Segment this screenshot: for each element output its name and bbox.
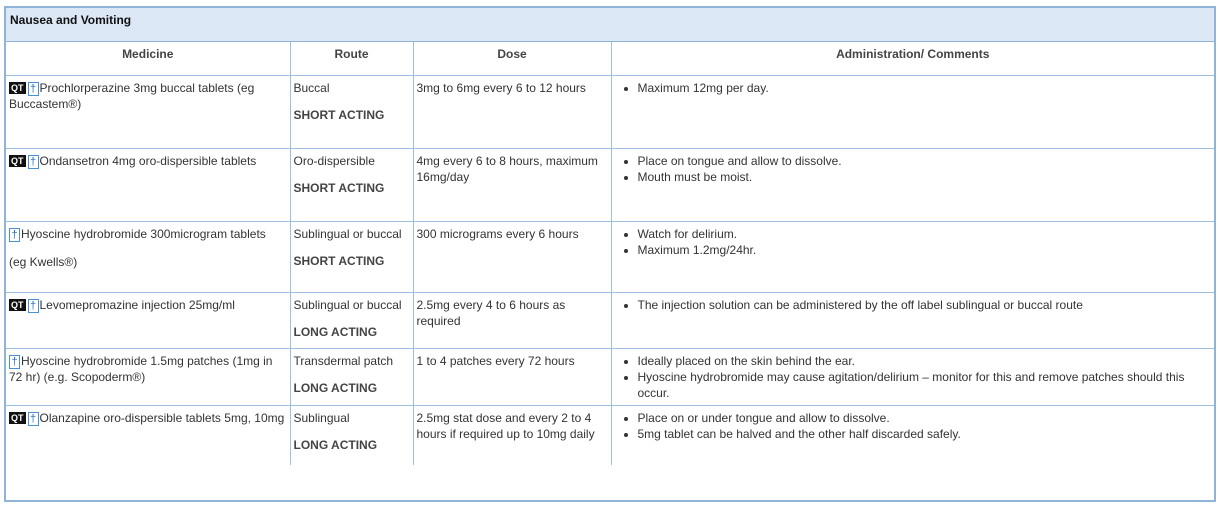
comment-item: • Place on or under tongue and allow to dissolve. bbox=[638, 410, 1212, 426]
acting-label: SHORT ACTING bbox=[293, 108, 385, 122]
acting-label: LONG ACTING bbox=[293, 438, 378, 452]
medicine-cell bbox=[6, 149, 290, 222]
medicine-example: (eg Kwells®) bbox=[9, 255, 78, 269]
qt-warning-badge: QT bbox=[11, 413, 24, 423]
medicine-cell bbox=[6, 406, 290, 465]
comments-cell bbox=[611, 76, 1214, 149]
route-text: Oro-dispersible bbox=[293, 154, 375, 168]
dagger-icon: † bbox=[28, 412, 39, 426]
medicines-table bbox=[6, 42, 1214, 465]
acting-label: SHORT ACTING bbox=[293, 254, 385, 268]
route-text: Sublingual bbox=[293, 411, 350, 425]
comment-item: • Maximum 1.2mg/24hr. bbox=[638, 242, 1212, 258]
route-text: Sublingual or buccal bbox=[293, 227, 402, 241]
route-cell bbox=[290, 349, 413, 406]
route-cell bbox=[290, 76, 413, 149]
medicine-name: Levomepromazine injection 25mg/ml bbox=[39, 298, 235, 312]
comment-item: • Ideally placed on the skin behind the ear. bbox=[638, 353, 1212, 369]
comments-cell bbox=[611, 349, 1214, 406]
route-text: Transdermal patch bbox=[293, 354, 394, 368]
dose-cell: 2.5mg every 4 to 6 hours as required bbox=[413, 293, 611, 349]
qt-warning-badge: QT bbox=[11, 300, 24, 310]
comment-item: • Hyoscine hydrobromide may cause agitation/delirium – monitor for this and remove patches should this occur. bbox=[638, 369, 1212, 401]
medicine-name: Hyoscine hydrobromide 1.5mg patches (1mg in 72 hr) (e.g. Scopoderm®) bbox=[9, 354, 273, 384]
column-header-medicine: Medicine bbox=[6, 42, 290, 76]
route-cell bbox=[290, 222, 413, 293]
dose-cell: 1 to 4 patches every 72 hours bbox=[413, 349, 611, 406]
dose-cell: 4mg every 6 to 8 hours, maximum 16mg/day bbox=[413, 149, 611, 222]
acting-label: LONG ACTING bbox=[293, 325, 378, 339]
route-cell bbox=[290, 406, 413, 465]
table-header-row bbox=[6, 42, 1214, 76]
table-row bbox=[6, 149, 1214, 222]
column-header-dose: Dose bbox=[413, 42, 611, 76]
medicine-name: Hyoscine hydrobromide 300microgram tablets bbox=[21, 227, 266, 241]
comment-item: • Place on tongue and allow to dissolve. bbox=[638, 153, 1212, 169]
route-text: Sublingual or buccal bbox=[293, 298, 402, 312]
route-cell bbox=[290, 293, 413, 349]
comments-cell bbox=[611, 222, 1214, 293]
medicine-cell bbox=[6, 349, 290, 406]
comments-cell bbox=[611, 406, 1214, 465]
medicine-cell bbox=[6, 293, 290, 349]
medicine-name: Prochlorperazine 3mg buccal tablets (eg Buccastem®) bbox=[9, 81, 255, 111]
route-cell bbox=[290, 149, 413, 222]
nausea-vomiting-panel bbox=[4, 6, 1216, 502]
comment-item: • Mouth must be moist. bbox=[638, 169, 1212, 185]
medicine-name: Ondansetron 4mg oro-dispersible tablets bbox=[39, 154, 257, 168]
comment-item: • Watch for delirium. bbox=[638, 226, 1212, 242]
qt-warning-badge: QT bbox=[11, 156, 24, 166]
dose-cell: 3mg to 6mg every 6 to 12 hours bbox=[413, 76, 611, 149]
dagger-icon: † bbox=[28, 299, 39, 313]
table-row bbox=[6, 406, 1214, 465]
table-row bbox=[6, 293, 1214, 349]
comment-item: • The injection solution can be administered by the off label sublingual or buccal route bbox=[638, 297, 1212, 313]
dose-cell: 300 micrograms every 6 hours bbox=[413, 222, 611, 293]
dagger-icon: † bbox=[28, 155, 39, 169]
section-title: Nausea and Vomiting bbox=[6, 8, 1214, 42]
qt-warning-badge: QT bbox=[11, 83, 24, 93]
route-text: Buccal bbox=[293, 81, 330, 95]
medicine-cell bbox=[6, 76, 290, 149]
medicine-name: Olanzapine oro-dispersible tablets 5mg, 10mg bbox=[39, 411, 285, 425]
acting-label: SHORT ACTING bbox=[293, 181, 385, 195]
table-row bbox=[6, 349, 1214, 406]
comments-cell bbox=[611, 149, 1214, 222]
dagger-icon: † bbox=[28, 82, 39, 96]
comment-item: • Maximum 12mg per day. bbox=[638, 80, 1212, 96]
column-header-comments: Administration/ Comments bbox=[611, 42, 1214, 76]
table-row bbox=[6, 76, 1214, 149]
dagger-icon: † bbox=[9, 355, 20, 369]
table-row bbox=[6, 222, 1214, 293]
column-header-route: Route bbox=[290, 42, 413, 76]
comments-cell bbox=[611, 293, 1214, 349]
medicine-cell bbox=[6, 222, 290, 293]
dagger-icon: † bbox=[9, 228, 20, 242]
acting-label: LONG ACTING bbox=[293, 381, 378, 395]
comment-item: • 5mg tablet can be halved and the other half discarded safely. bbox=[638, 426, 1212, 442]
dose-cell: 2.5mg stat dose and every 2 to 4 hours if required up to 10mg daily bbox=[413, 406, 611, 465]
